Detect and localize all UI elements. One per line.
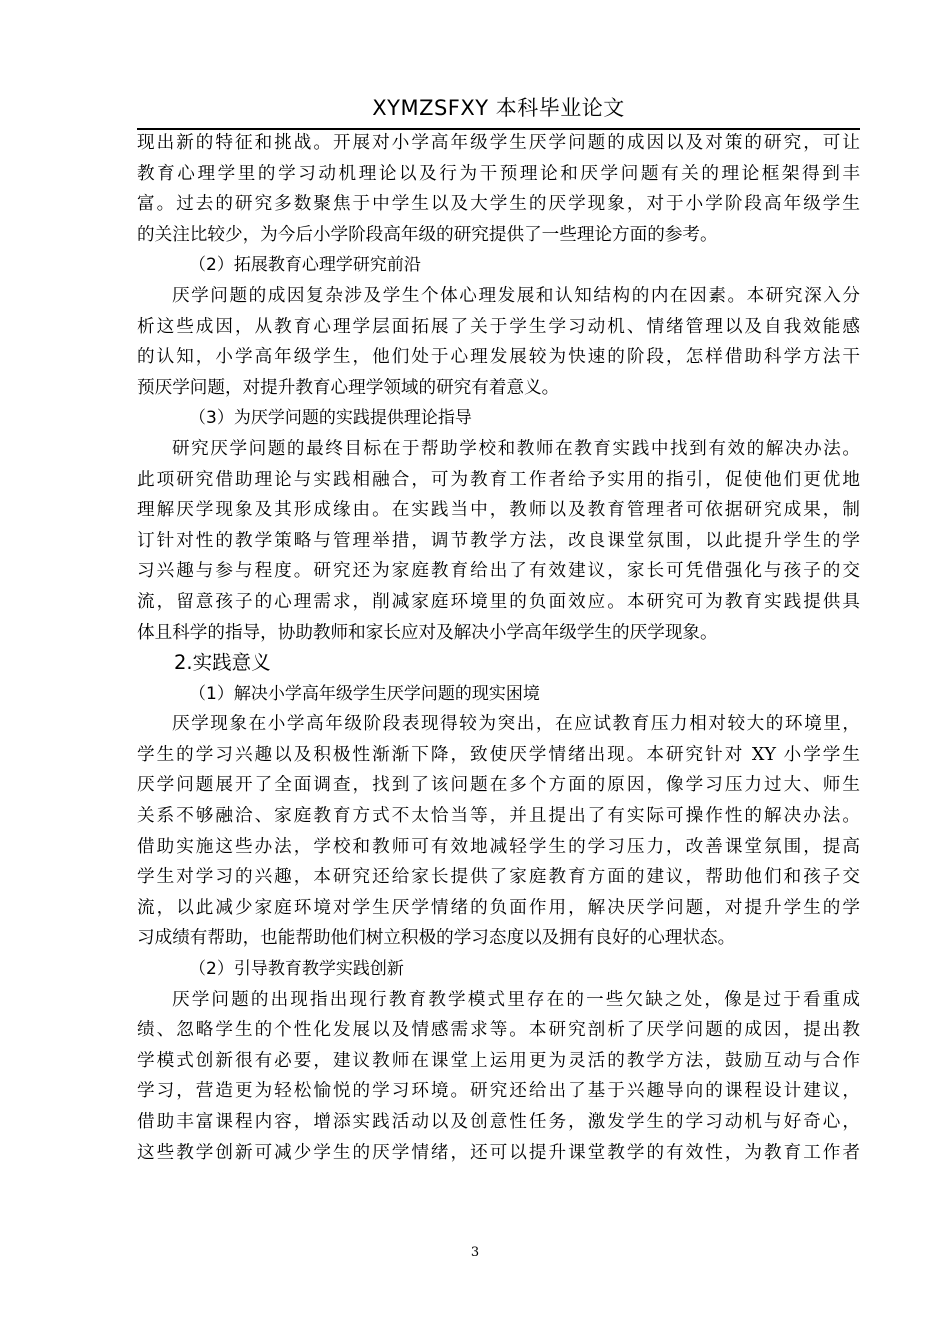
- text-line: 关系不够融洽、家庭教育方式不太恰当等，并且提出了有实际可操作性的解决办法。: [137, 806, 860, 827]
- subheading-theory-guidance: （3）为厌学问题的实践提供理论指导: [189, 408, 472, 429]
- paragraph-theory-guidance: [137, 434, 860, 648]
- page-header: [137, 92, 860, 130]
- text-line: 绩、忽略学生的个性化发展以及情感需求等。本研究剖析了厌学问题的成因，提出教: [137, 1020, 860, 1041]
- text-line: 的关注比较少，为今后小学阶段高年级的研究提供了一些理论方面的参考。: [137, 224, 718, 245]
- text-line: 此项研究借助理论与实践相融合，可为教育工作者给予实用的指引，促使他们更优地: [137, 469, 860, 490]
- text-line: 教育心理学里的学习动机理论以及行为干预理论和厌学问题有关的理论框架得到丰: [137, 163, 860, 184]
- paragraph-expand-frontier: [137, 281, 860, 403]
- text-line: 厌学问题的出现指出现行教育教学模式里存在的一些欠缺之处，像是过于看重成: [172, 989, 860, 1010]
- subheading-expand-frontier: （2）拓展教育心理学研究前沿: [189, 255, 421, 276]
- page-number: 3: [470, 1245, 480, 1260]
- paragraph-theory-intro: [137, 128, 860, 250]
- text-line: 习兴趣与参与程度。研究还为家庭教育给出了有效建议，家长可凭借强化与孩子的交: [137, 561, 860, 582]
- paragraph-teaching-innovation: [137, 985, 860, 1169]
- document-body: [137, 128, 860, 1168]
- text-line: 借助实施这些办法，学校和教师可有效地减轻学生的学习压力，改善课堂氛围，提高: [137, 836, 860, 857]
- text-line: 体且科学的指导，协助教师和家长应对及解决小学高年级学生的厌学现象。: [137, 622, 718, 643]
- text-line: 习成绩有帮助，也能帮助他们树立积极的学习态度以及拥有良好的心理状态。: [137, 928, 736, 949]
- text-line: 现出新的特征和挑战。开展对小学高年级学生厌学问题的成因以及对策的研究，可让: [137, 133, 860, 153]
- text-line: 流，留意孩子的心理需求，削减家庭环境里的负面效应。本研究可为教育实践提供具: [137, 591, 860, 612]
- text-line: 的认知，小学高年级学生，他们处于心理发展较为快速的阶段，怎样借助科学方法干: [137, 347, 860, 368]
- text-line: 借助丰富课程内容，增添实践活动以及创意性任务，激发学生的学习动机与好奇心，: [137, 1112, 860, 1132]
- subheading-real-dilemma: （1）解决小学高年级学生厌学问题的现实困境: [189, 683, 540, 704]
- text-line: 理解厌学现象及其形成缘由。在实践当中，教师以及教育管理者可依据研究成果，制: [137, 500, 860, 521]
- text-line: 厌学问题展开了全面调查，找到了该问题在多个方面的原因，像学习压力过大、师生: [137, 775, 860, 796]
- section-heading-practical-significance: 2.实践意义: [174, 651, 271, 675]
- text-line: 预厌学问题，对提升教育心理学领域的研究有着意义。: [137, 377, 560, 398]
- text-line: 这些教学创新可减少学生的厌学情绪，还可以提升课堂教学的有效性，为教育工作者: [137, 1142, 860, 1163]
- text-line: 厌学问题的成因复杂涉及学生个体心理发展和认知结构的内在因素。本研究深入分: [172, 285, 860, 306]
- text-line: 学习，营造更为轻松愉悦的学习环境。研究还给出了基于兴趣导向的课程设计建议，: [137, 1081, 860, 1102]
- text-line: 富。过去的研究多数聚焦于中学生以及大学生的厌学现象，对于小学阶段高年级学生: [137, 194, 860, 215]
- header-title: XYMZSFXY 本科毕业论文: [372, 96, 625, 120]
- text-line: 学生的学习兴趣以及积极性渐渐下降，致使厌学情绪出现。本研究针对 XY 小学学生: [137, 744, 860, 765]
- text-line: 订针对性的教学策略与管理举措，调节教学方法，改良课堂氛围，以此提升学生的学: [137, 530, 860, 551]
- text-line: 流，以此减少家庭环境对学生厌学情绪的负面作用，解决厌学问题，对提升学生的学: [137, 897, 860, 918]
- paragraph-real-dilemma: [137, 709, 860, 954]
- text-line: 析这些成因，从教育心理学层面拓展了关于学生学习动机、情绪管理以及自我效能感: [137, 316, 860, 337]
- text-line: 研究厌学问题的最终目标在于帮助学校和教师在教育实践中找到有效的解决办法。: [172, 438, 860, 459]
- text-line: 学生对学习的兴趣，本研究还给家长提供了家庭教育方面的建议，帮助他们和孩子交: [137, 867, 860, 888]
- subheading-teaching-innovation: （2）引导教育教学实践创新: [189, 959, 404, 980]
- text-line: 厌学现象在小学高年级阶段表现得较为突出，在应试教育压力相对较大的环境里，: [172, 714, 860, 735]
- text-line: 学模式创新很有必要，建议教师在课堂上运用更为灵活的教学方法，鼓励互动与合作: [137, 1050, 860, 1071]
